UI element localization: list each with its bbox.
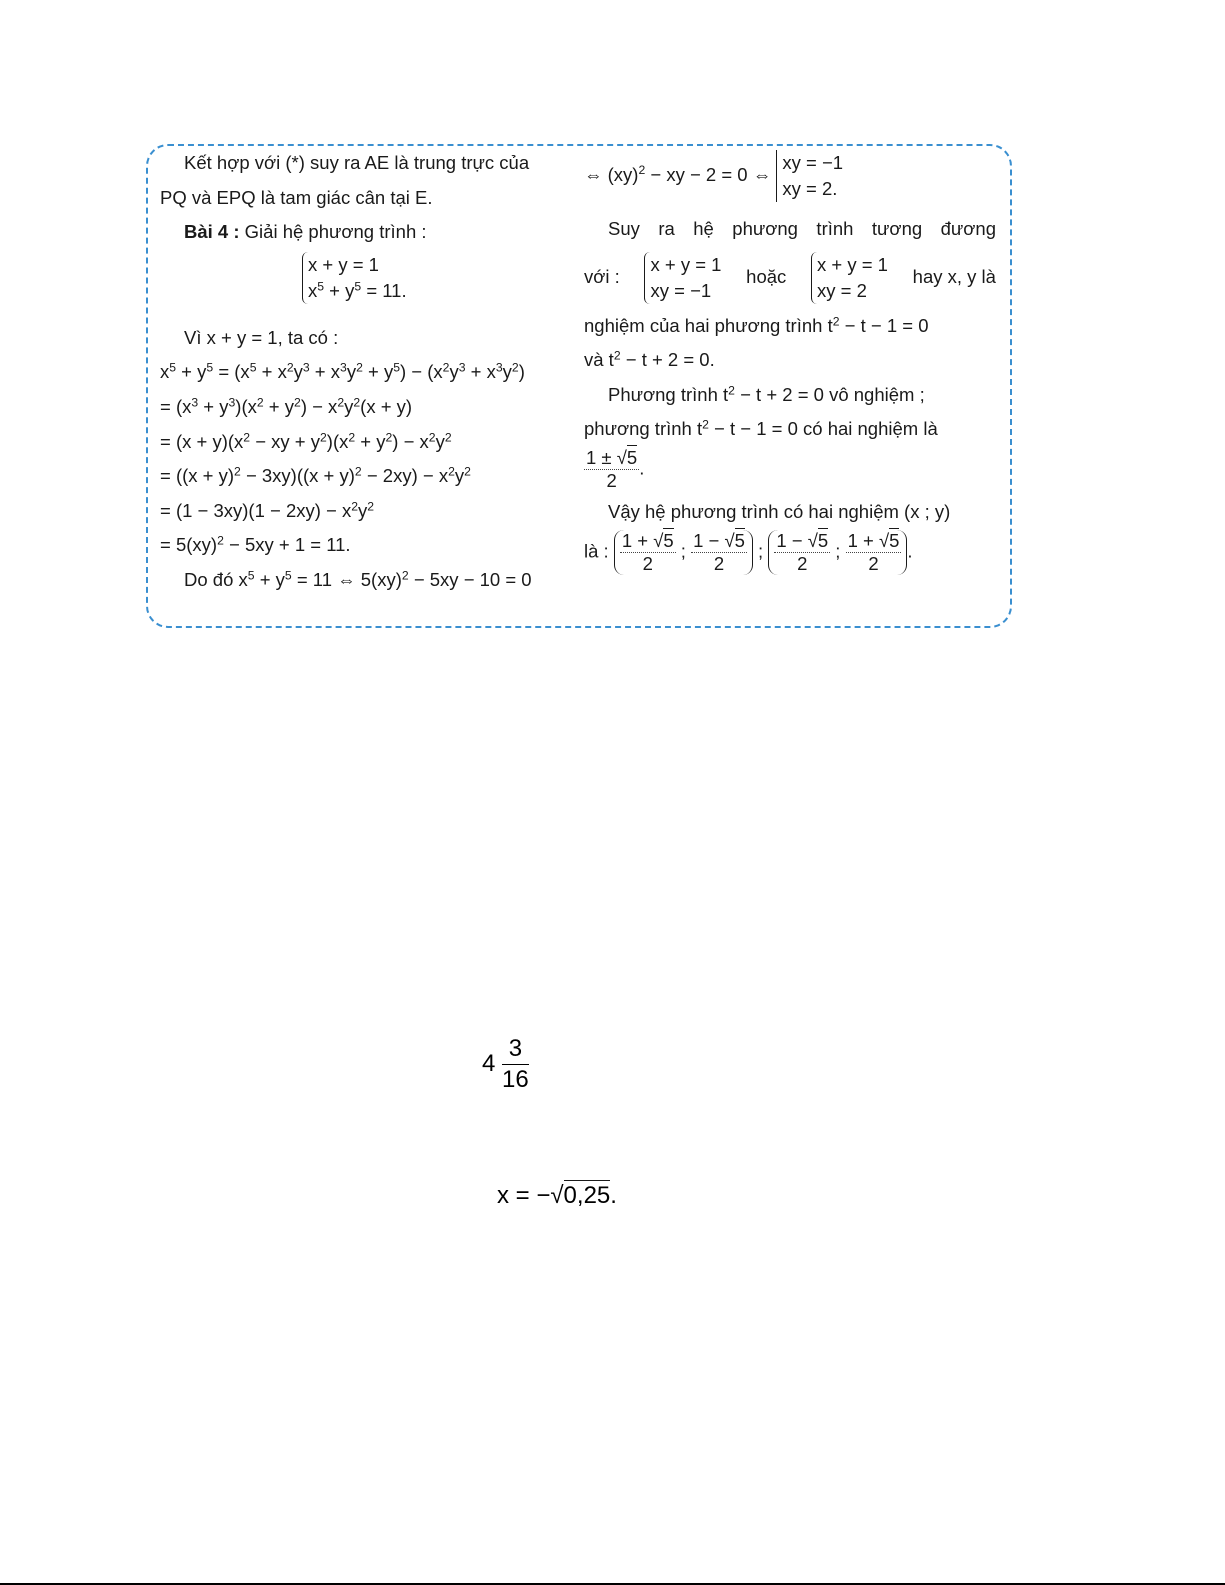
problem-number: Bài 4 : bbox=[184, 221, 240, 243]
system-pair: với : x + y = 1 xy = −1 hoặc x + y = 1 xy = 2 hay x, y là bbox=[584, 247, 996, 309]
text-line: và $t^2 - t + 2 = 0$. bbox=[584, 348, 715, 371]
text-line: Vậy hệ phương trình có hai nghiệm (x ; y) bbox=[608, 500, 951, 522]
text-line: PQ và EPQ là tam giác cân tại E. bbox=[160, 186, 433, 208]
solution-line: là : $\frac{1 + √5}{2}$ ; $\frac{1 - √5}{2}$ ; $\frac{1 - √5}{2}$ ; $\frac{1 + √5}{2}$ . bbox=[584, 529, 913, 574]
text-line: nghiệm của hai phương trình $t^2 - t - 1 = 0$ bbox=[584, 313, 929, 336]
equation-line: $x^5 + y^5 = (x^5 + x^2y^3 + x^3y^2 + y^5) - (x^2y^3 + x^3y^2)$ bbox=[160, 360, 525, 383]
root-equation: x = −√0,25. bbox=[497, 1182, 617, 1209]
bracket-system: xy = −1 xy = 2. bbox=[776, 150, 843, 202]
text-line: Suy ra hệ phương trình tương đương bbox=[608, 218, 996, 239]
equation-line: = $(1 - 3xy)(1 - 2xy) - x^2y^2$ bbox=[160, 499, 375, 521]
text-line: Vì x + y = 1, ta có : bbox=[184, 326, 339, 348]
equation-line: = $(x + y)(x^2$ − xy + $y^2)(x^2 + y^2) - x^2y^2$ bbox=[160, 429, 452, 452]
mixed-number: 4 $\frac{3}{16}$ bbox=[482, 1035, 529, 1093]
text-line: phương trình $t^2 - t - 1 = 0$ có hai nghiệm là bbox=[584, 417, 938, 440]
left-column bbox=[160, 146, 564, 598]
right-column bbox=[584, 146, 996, 586]
equation-line: Do đó $x^5 + y^5 = 11$ ⇔ 5(xy)$^2$ − 5xy − 10 = 0 bbox=[184, 568, 532, 590]
equation-line: = $((x + y)^2 - 3xy)((x + y)^2 - 2xy) - x^2y^2$ bbox=[160, 464, 471, 487]
solution-pair: $\frac{1 - √5}{2}$ ; $\frac{1 + √5}{2}$ bbox=[768, 530, 907, 575]
equation-line: = $(x^3 + y^3)(x^2 + y^2) - x^2y^2(x + y)$ bbox=[160, 395, 413, 417]
problem-heading: Bài 4 : Giải hệ phương trình : bbox=[184, 221, 427, 243]
text-line: Kết hợp với (*) suy ra AE là trung trực của bbox=[184, 152, 530, 173]
solution-pair: $\frac{1 + √5}{2}$ ; $\frac{1 - √5}{2}$ bbox=[614, 530, 753, 575]
solution-box bbox=[146, 144, 1012, 628]
text-line: Phương trình $t^2 - t + 2 = 0$ vô nghiệm ; bbox=[608, 383, 925, 405]
equation-line: ⇔ (xy)$^2$ − xy − 2 = 0 ⇔ xy = −1 xy = 2. bbox=[584, 146, 996, 212]
fraction-line: $\frac{1 \pm √5}{2}$ . bbox=[586, 446, 645, 491]
system-of-equations: x + y = 1 $x^5 + y^5 = 11$. bbox=[160, 250, 564, 321]
fraction: $\frac{1 \pm √5}{2}$ bbox=[586, 446, 638, 491]
equation-line: = 5(xy)$^2$ − 5xy + 1 = 11. bbox=[160, 533, 351, 556]
